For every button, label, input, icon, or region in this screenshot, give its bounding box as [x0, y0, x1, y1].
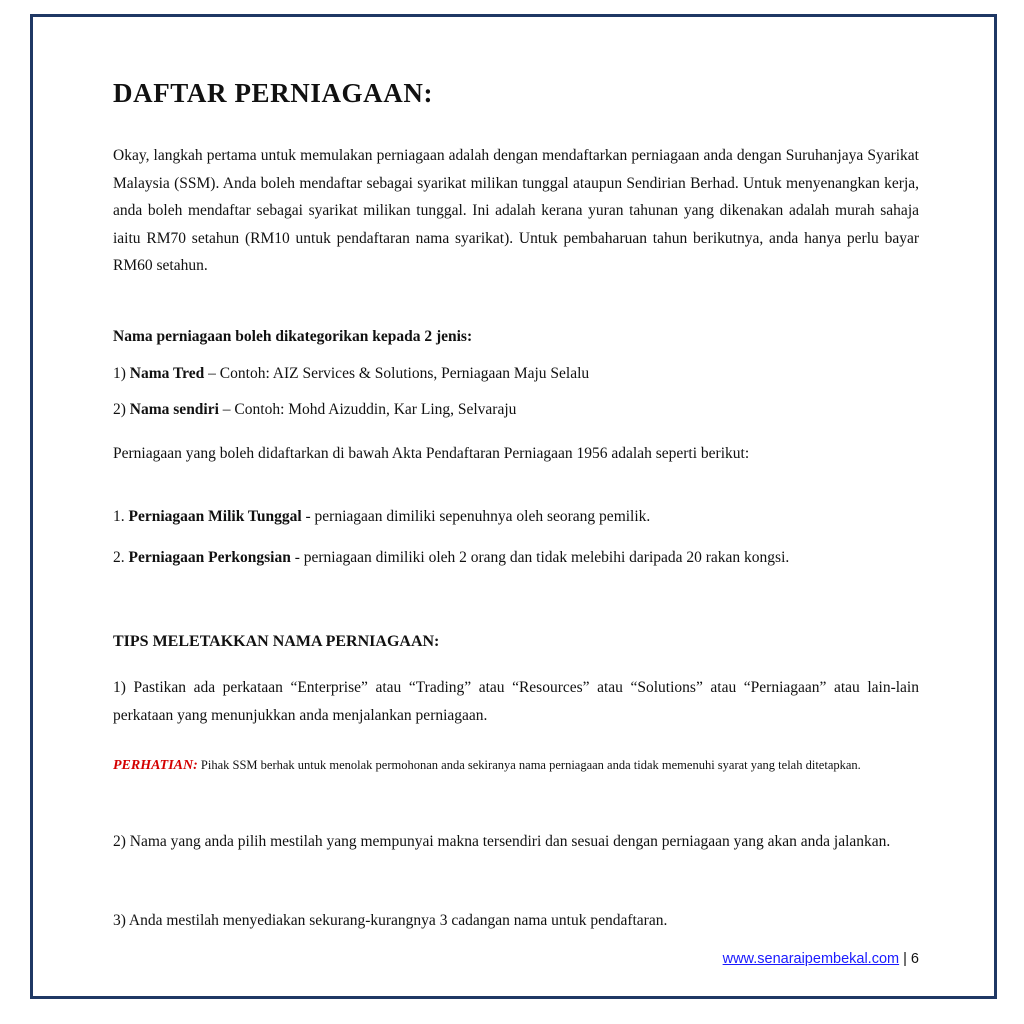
- type-item-partnership: [113, 547, 919, 569]
- category-label: Nama Tred: [129, 365, 205, 382]
- intro-paragraph: Okay, langkah pertama untuk memulakan perniagaan adalah dengan mendaftarkan perniagaan anda dengan Suruhanjaya Syarikat Malaysia (SSM). Anda boleh mendaftar sebagai syarikat milikan tunggal ataupun Sendirian Berhad. Untuk menyenangkan kerja, anda boleh mendaftar sebagai syarikat milikan tunggal. Ini adalah kerana yuran tahunan yang dikenakan adalah murah sahaja iaitu RM70 setahun (RM10 untuk pendaftaran nama syarikat). Untuk pembaharuan tahun berikutnya, anda hanya perlu bayar RM60 setahun.: [113, 147, 919, 274]
- page-number: | 6: [899, 951, 919, 967]
- category-text: – Contoh: Mohd Aizuddin, Kar Ling, Selvaraju: [218, 401, 517, 418]
- categories-heading: Nama perniagaan boleh dikategorikan kepada 2 jenis:: [113, 328, 473, 345]
- warning-note: [113, 753, 919, 778]
- category-item-trade: [113, 365, 919, 383]
- category-item-own-name: [113, 401, 919, 419]
- type-text: - perniagaan dimiliki sepenuhnya oleh seorang pemilik.: [301, 508, 651, 525]
- type-label: Perniagaan Milik Tunggal: [128, 508, 302, 525]
- category-text: – Contoh: AIZ Services & Solutions, Perniagaan Maju Selalu: [204, 365, 590, 382]
- category-number: 1): [113, 365, 126, 382]
- category-label: Nama sendiri: [129, 401, 219, 418]
- page-title: DAFTAR PERNIAGAAN:: [113, 78, 434, 108]
- type-item-sole: [113, 508, 919, 526]
- akta-paragraph: Perniagaan yang boleh didaftarkan di bawah Akta Pendaftaran Perniagaan 1956 adalah seperti berikut:: [113, 445, 750, 462]
- tip-3: 3) Anda mestilah menyediakan sekurang-kurangnya 3 cadangan nama untuk pendaftaran.: [113, 912, 668, 929]
- tip-1: 1) Pastikan ada perkataan “Enterprise” atau “Trading” atau “Resources” atau “Solutions” atau “Perniagaan” atau lain-lain perkataan yang menunjukkan anda menjalankan perniagaan.: [113, 679, 919, 724]
- warning-label: PERHATIAN:: [113, 758, 198, 773]
- type-label: Perniagaan Perkongsian: [128, 549, 291, 566]
- type-number: 1.: [113, 508, 125, 525]
- tips-heading: TIPS MELETAKKAN NAMA PERNIAGAAN:: [113, 633, 440, 650]
- tip-2: 2) Nama yang anda pilih mestilah yang mempunyai makna tersendiri dan sesuai dengan perniagaan yang akan anda jalankan.: [113, 833, 891, 850]
- warning-text: Pihak SSM berhak untuk menolak permohonan anda sekiranya nama perniagaan anda tidak memenuhi syarat yang telah ditetapkan.: [197, 758, 861, 772]
- page-footer: [723, 951, 919, 967]
- website-link[interactable]: www.senaraipembekal.com: [722, 951, 900, 967]
- type-text: - perniagaan dimiliki oleh 2 orang dan tidak melebihi daripada 20 rakan kongsi.: [290, 549, 790, 566]
- type-number: 2.: [113, 549, 125, 566]
- category-number: 2): [113, 401, 126, 418]
